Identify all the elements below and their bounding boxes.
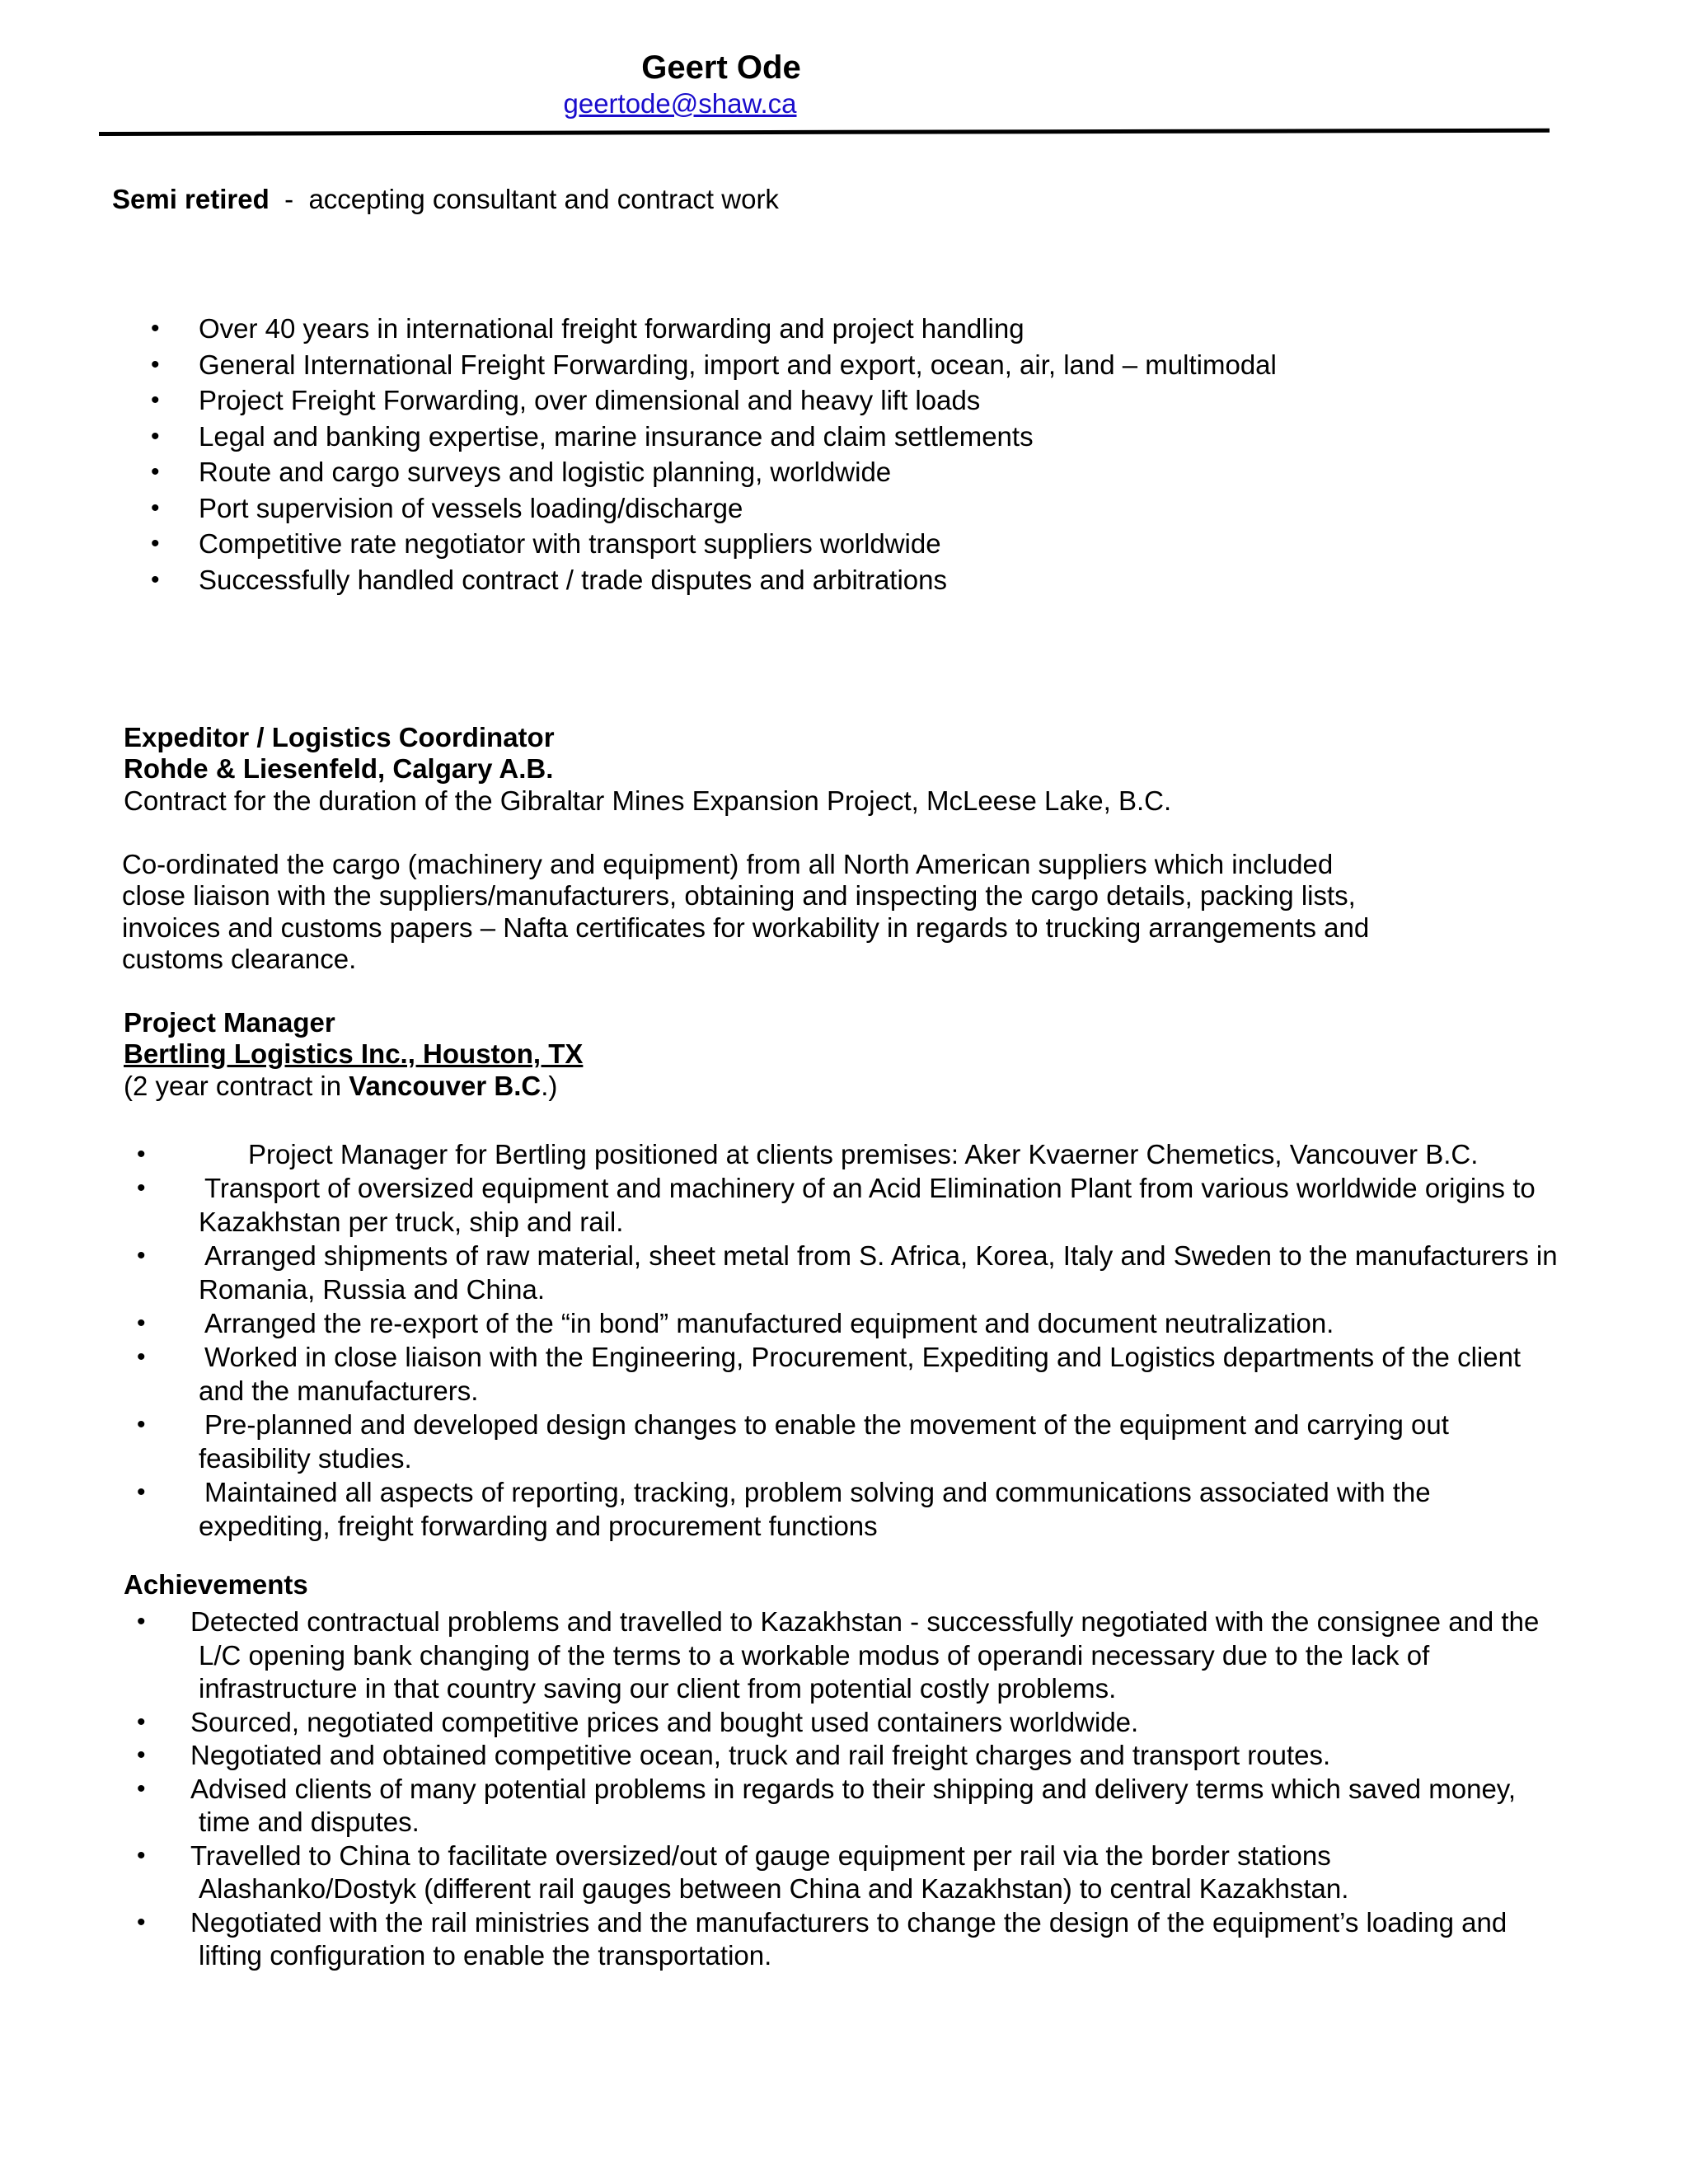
job2-company: Bertling Logistics Inc., Houston, TX [124,1038,584,1069]
job1-description-line: invoices and customs papers – Nafta certificates for workability in regards to trucking arrangements and [122,912,1370,943]
job2-duties-list [0,1137,1559,1543]
job1-description-line: Co-ordinated the cargo (machinery and equipment) from all North American suppliers which included [122,849,1334,879]
achievement-item [0,1739,1550,1773]
job2-duty-item [0,1137,1559,1171]
job2-duty-text: Transport of oversized equipment and machinery of an Acid Elimination Plant from various worldwide origins to Kazakhstan per truck, ship and rail. [199,1173,1536,1237]
achievement-item [0,1605,1550,1706]
achievements-heading: Achievements [124,1569,308,1600]
summary-item: • Legal and banking expertise, marine insurance and claim settlements [0,419,1277,455]
job1-description-line: close liaison with the suppliers/manufacturers, obtaining and inspecting the cargo details, packing lists, [122,880,1356,911]
job2-contract-place: Vancouver B.C [349,1071,542,1101]
job2-title: Project Manager [124,1007,335,1038]
achievement-text: Negotiated and obtained competitive ocean, truck and rail freight charges and transport routes. [190,1740,1331,1770]
job2-duty-item [0,1475,1559,1543]
achievement-text: Detected contractual problems and travelled to Kazakhstan - successfully negotiated with the consignee and the L/C opening bank changing of the terms to a workable modus of operandi necessary due to the lack of infrastructure in that country saving our client from potential costly problems. [190,1606,1540,1704]
job2-duty-item [0,1408,1559,1475]
achievement-text: Travelled to China to facilitate oversized/out of gauge equipment per rail via the border stations Alashanko/Dostyk (different rail gauges between China and Kazakhstan) to central Kazakhstan. [190,1840,1349,1904]
job2-duty-item [0,1306,1559,1340]
status-label: Semi retired [112,184,270,214]
summary-item: • Over 40 years in international freight forwarding and project handling [0,311,1277,347]
achievement-text: Advised clients of many potential problems in regards to their shipping and delivery terms which saved money, time and disputes. [190,1773,1517,1837]
summary-item: • Competitive rate negotiator with transport suppliers worldwide [0,526,1277,562]
job2-duty-item [0,1171,1559,1239]
job2-duty-text: Pre-planned and developed design changes to enable the movement of the equipment and carrying out feasibility studies. [199,1409,1449,1474]
header-divider [99,129,1550,136]
achievements-list [0,1605,1550,1973]
job1-title: Expeditor / Logistics Coordinator [124,722,555,752]
job1-description-line: customs clearance. [122,944,357,974]
achievement-item [0,1906,1550,1973]
job2-contract-prefix: (2 year contract in [124,1071,349,1101]
job2-duty-text: Maintained all aspects of reporting, tracking, problem solving and communications associated with the expediting, freight forwarding and procurement functions [199,1477,1431,1541]
summary-item: • Project Freight Forwarding, over dimensional and heavy lift loads [0,382,1277,419]
summary-item: • Port supervision of vessels loading/discharge [0,490,1277,527]
job2-duty-text: Arranged the re-export of the “in bond” manufactured equipment and document neutralization. [204,1308,1334,1338]
job2-duty-text: Arranged shipments of raw material, sheet metal from S. Africa, Korea, Italy and Sweden to the manufacturers in Romania, Russia and China. [199,1240,1558,1305]
status-line [112,183,779,215]
summary-item: • Successfully handled contract / trade disputes and arbitrations [0,562,1277,598]
job2-duty-item [0,1340,1559,1408]
job2-duty-item [0,1239,1559,1306]
achievement-text: Sourced, negotiated competitive prices and bought used containers worldwide. [190,1706,1139,1737]
email-link[interactable]: geertode@shaw.ca [563,88,797,119]
job2-contract-suffix: .) [541,1071,558,1101]
summary-list [0,311,1277,598]
resume-name: Geert Ode [641,49,801,86]
summary-item: • Route and cargo surveys and logistic planning, worldwide [0,454,1277,490]
job2-duty-text: Project Manager for Bertling positioned at clients premises: Aker Kvaerner Chemetics, Vancouver B.C. [248,1139,1479,1169]
job2-contract [124,1070,557,1102]
achievement-item [0,1773,1550,1840]
achievement-text: Negotiated with the rail ministries and the manufacturers to change the design of the equipment’s loading and lifting configuration to enable the transportation. [190,1906,1507,1971]
job1-contract: Contract for the duration of the Gibraltar Mines Expansion Project, McLeese Lake, B.C. [124,785,1172,816]
summary-item: • General International Freight Forwarding, import and export, ocean, air, land – multimodal [0,347,1277,383]
job1-company: Rohde & Liesenfeld, Calgary A.B. [124,753,554,784]
status-text: accepting consultant and contract work [308,184,779,214]
job2-duty-text: Worked in close liaison with the Engineering, Procurement, Expediting and Logistics departments of the client and the manufacturers. [199,1342,1522,1406]
status-separator: - [284,184,294,214]
achievement-item [0,1840,1550,1906]
achievement-item [0,1706,1550,1740]
